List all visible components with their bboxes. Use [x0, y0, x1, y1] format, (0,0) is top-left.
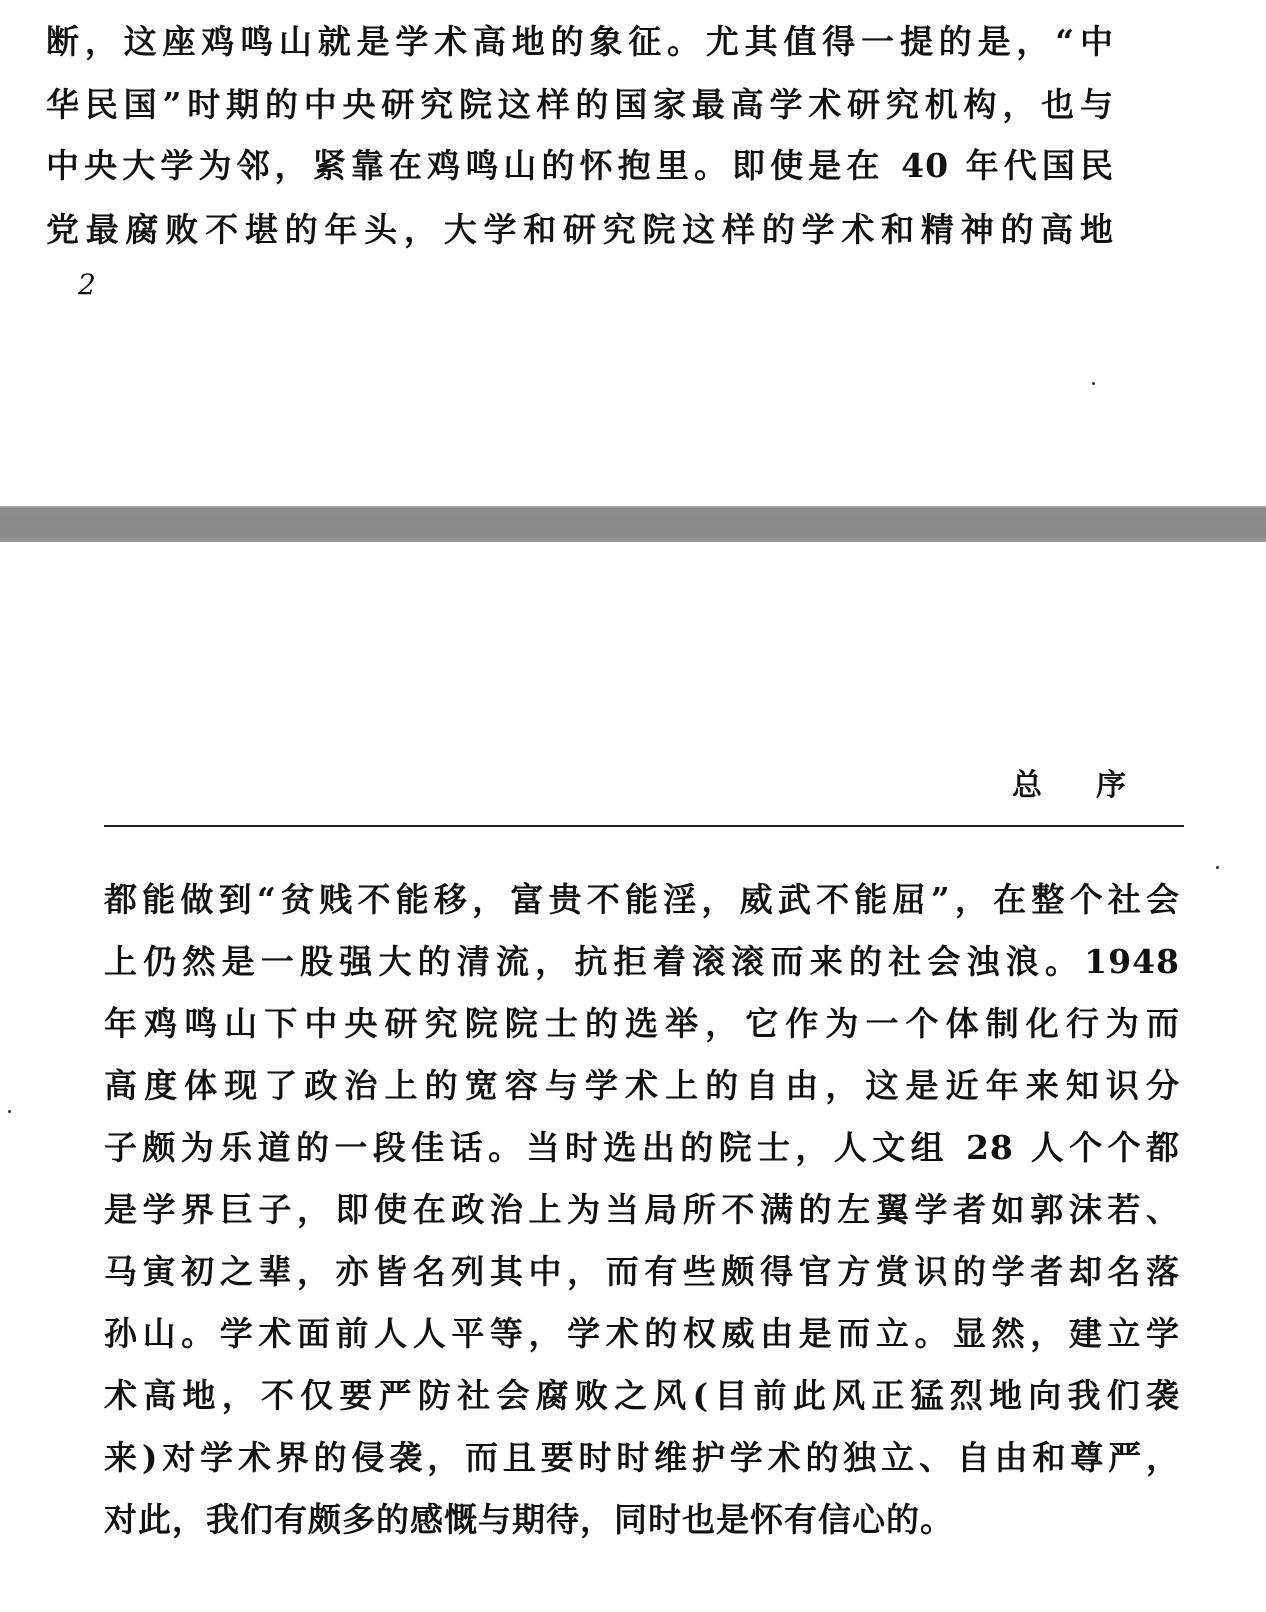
top-page — [0, 0, 1266, 506]
running-header: 总序 — [1012, 768, 1180, 803]
text-line: 来)对学术界的侵袭，而且要时时维护学术的独立、自由和尊严， — [104, 1438, 1180, 1477]
text-line: 高度体现了政治上的宽容与学术上的自由，这是近年来知识分 — [104, 1066, 1180, 1105]
text-line: 年鸡鸣山下中央研究院院士的选举，它作为一个体制化行为而 — [104, 1004, 1180, 1043]
text-line: 党最腐败不堪的年头，大学和研究院这样的学术和精神的高地 — [46, 210, 1114, 249]
scan-speck — [1092, 382, 1095, 385]
bottom-page — [0, 542, 1266, 1612]
scan-speck — [8, 1110, 11, 1113]
text-line: 马寅初之辈，亦皆名列其中，而有些颇得官方赏识的学者却名落 — [104, 1252, 1180, 1291]
text-line: 上仍然是一股强大的清流，抗拒着滚滚而来的社会浊浪。1948 — [104, 942, 1180, 981]
header-rule — [104, 825, 1184, 827]
text-line: 术高地，不仅要严防社会腐败之风(目前此风正猛烈地向我们袭 — [104, 1376, 1180, 1415]
page-number: 2 — [78, 268, 96, 301]
text-line: 是学界巨子，即使在政治上为当局所不满的左翼学者如郭沫若、 — [104, 1190, 1180, 1229]
text-line: 子颇为乐道的一段佳话。当时选出的院士，人文组 28 人个个都 — [104, 1128, 1180, 1167]
text-line: 孙山。学术面前人人平等，学术的权威由是而立。显然，建立学 — [104, 1314, 1180, 1353]
page-divider — [0, 506, 1266, 542]
text-line: 都能做到“贫贱不能移，富贵不能淫，威武不能屈”，在整个社会 — [104, 880, 1180, 919]
text-line: 中央大学为邻，紧靠在鸡鸣山的怀抱里。即使是在 40 年代国民 — [46, 146, 1114, 185]
text-line: 断，这座鸡鸣山就是学术高地的象征。尤其值得一提的是，“中 — [46, 22, 1114, 61]
scan-speck — [1216, 866, 1219, 869]
text-line: 对此，我们有颇多的感慨与期待，同时也是怀有信心的。 — [104, 1500, 954, 1539]
text-line: 华民国”时期的中央研究院这样的国家最高学术研究机构，也与 — [46, 85, 1114, 124]
